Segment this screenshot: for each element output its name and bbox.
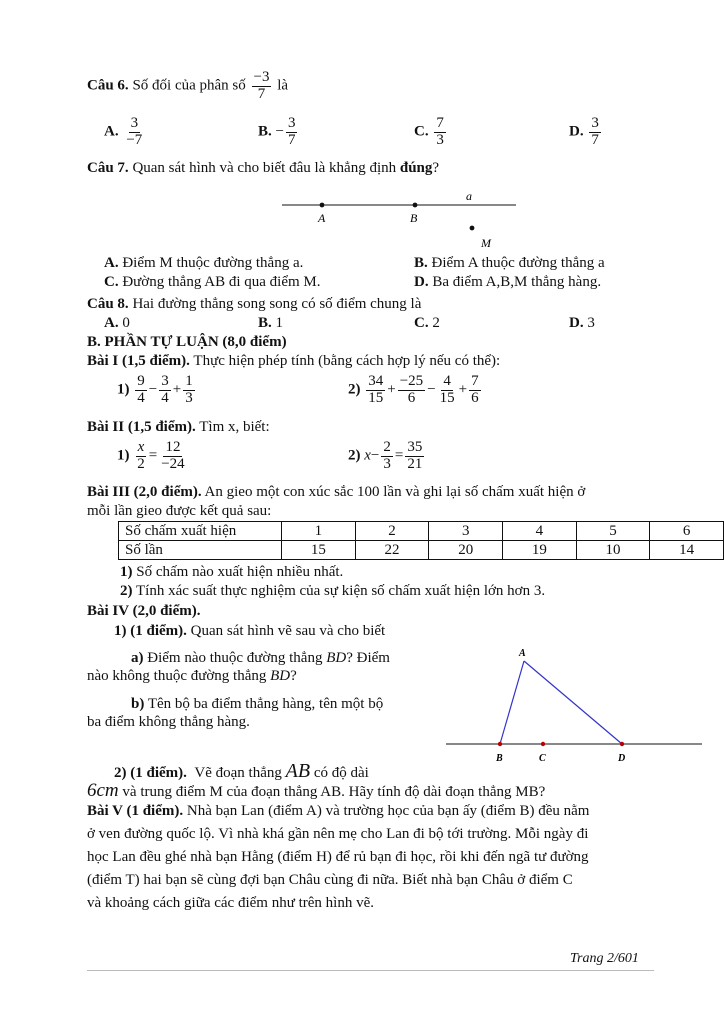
bai-4-part-1a: a) Điểm nào thuộc đường thẳng BD? Điểm <box>131 650 390 666</box>
q7-option-b: B. Điểm A thuộc đường thẳng a <box>414 255 605 271</box>
bai-1-expr-2: 2) $\frac{34}{15}$ + $\frac{-25}{6}$ − $\frac{4}{15}$ + $\frac{7}{6}$ <box>348 373 479 406</box>
bai-5-line-4: (điểm T) hai bạn sẽ cùng đợi bạn Châu cùng đi nữa. Biết nhà bạn Châu ở điểm C <box>87 872 573 888</box>
point-a-dot <box>320 203 325 208</box>
segment-ab <box>500 661 524 744</box>
q7-label: Câu 7. <box>87 160 129 176</box>
page-number: Trang 2/601 <box>570 951 639 966</box>
q8-option-c: C. 2 <box>414 315 440 331</box>
bai-1: Bài I (1,5 điểm). Thực hiện phép tính (bằng cách hợp lý nếu có thể): <box>87 353 501 369</box>
point-b-dot <box>498 742 502 746</box>
bai-3-question-2: 2) Tính xác suất thực nghiệm của sự kiện số chấm xuất hiện lớn hơn 3. <box>120 583 546 599</box>
segment-ad <box>524 661 622 744</box>
bai-4-part-1b-line-2: ba điểm không thẳng hàng. <box>87 714 250 730</box>
bai-4-part-2-line-2: 6cm và trung điểm M của đoạn thẳng AB. Hãy tính độ dài đoạn thẳng MB? <box>87 780 546 801</box>
table-row: Số lần 15 22 20 19 10 14 <box>119 541 724 560</box>
dice-table <box>118 521 724 560</box>
point-m-dot <box>470 226 475 231</box>
bai-5-line-5: và khoảng cách giữa các điểm như trên hình vẽ. <box>87 895 374 911</box>
footer-divider <box>87 970 654 971</box>
part-b-heading: B. PHẦN TỰ LUẬN (8,0 điểm) <box>87 334 287 350</box>
bai-5: Bài V (1 điểm). Nhà bạn Lan (điểm A) và trường học của bạn ấy (điểm B) đều nằm <box>87 803 590 819</box>
q6-option-b: B. − $\frac{3}{7}$ <box>258 115 296 148</box>
q6-label: Câu 6. <box>87 77 129 94</box>
q8-option-b: B. 1 <box>258 315 284 331</box>
bai-2: Bài II (1,5 điểm). Tìm x, biết: <box>87 419 270 435</box>
point-a-label: A <box>519 648 526 659</box>
bai-4: Bài IV (2,0 điểm). <box>87 603 201 619</box>
bai-4-part-1b: b) Tên bộ ba điểm thẳng hàng, tên một bộ <box>131 696 384 712</box>
bai-5-line-2: ở ven đường quốc lộ. Vì nhà khá gần nên mẹ cho Lan đi bộ tới trường. Mỗi ngày đi <box>87 826 589 842</box>
table-row: Số chấm xuất hiện 1 2 3 4 5 6 <box>119 522 724 541</box>
bai-3: Bài III (2,0 điểm). An gieo một con xúc sắc 100 lần và ghi lại số chấm xuất hiện ở <box>87 484 586 500</box>
point-b-label: B <box>496 753 503 764</box>
bai-2-expr-1: 1) $\frac{x}{2}$ = $\frac{12}{-24}$ <box>117 439 185 472</box>
bai-3-line-2: mỗi lần gieo được kết quả sau: <box>87 503 272 519</box>
bai-4-part-2: 2) (1 điểm). Vẽ đoạn thẳng AB có độ dài <box>114 760 369 782</box>
point-b-label: B <box>410 211 418 225</box>
q8-option-a: A. 0 <box>104 315 130 331</box>
q7-option-a: A. Điểm M thuộc đường thẳng a. <box>104 255 304 271</box>
question-7: Câu 7. Quan sát hình và cho biết đâu là khẳng định đúng? <box>87 160 440 176</box>
bai-4-part-1a-line-2: nào không thuộc đường thẳng BD? <box>87 668 297 684</box>
line-a-label: a <box>466 189 472 203</box>
q6-text: Số đối của phân số <box>132 77 246 94</box>
q6-fraction: $\frac{-3}{7}$ <box>253 69 270 102</box>
point-b-dot <box>413 203 418 208</box>
q7-option-d: D. Ba điểm A,B,M thẳng hàng. <box>414 274 602 290</box>
point-d-dot <box>620 742 624 746</box>
q8-option-d: D. 3 <box>569 315 595 331</box>
q7-figure <box>280 186 520 252</box>
question-6 <box>87 70 288 103</box>
bai-4-figure <box>444 640 706 766</box>
q7-option-c: C. Đường thẳng AB đi qua điểm M. <box>104 274 321 290</box>
point-d-label: D <box>618 753 626 764</box>
point-m-label: M <box>481 236 491 250</box>
bai-3-question-1: 1) Số chấm nào xuất hiện nhiều nhất. <box>120 564 344 580</box>
bai-4-part-1: 1) (1 điểm). Quan sát hình vẽ sau và cho biết <box>114 623 386 639</box>
q6-tail: là <box>277 77 289 94</box>
q6-option-c: C. $\frac{7}{3}$ <box>414 115 444 148</box>
bai-5-line-3: học Lan đều ghé nhà bạn Hằng (điểm H) để rủ bạn đi học, rồi khi đến ngã tư đường <box>87 849 589 865</box>
question-8: Câu 8. Hai đường thẳng song song có số điểm chung là <box>87 296 422 312</box>
point-c-dot <box>541 742 545 746</box>
q6-option-d: D. $\frac{3}{7}$ <box>569 115 599 148</box>
point-c-label: C <box>539 753 546 764</box>
bai-2-expr-2: 2) x− $\frac{2}{3}$ = $\frac{35}{21}$ <box>348 439 423 472</box>
bai-1-expr-1: 1) $\frac{9}{4}$ − $\frac{3}{4}$ + $\frac{1}{3}$ <box>117 373 193 406</box>
q6-option-a: A. $\frac{3}{-7}$ <box>104 115 143 148</box>
point-a-label: A <box>318 211 326 225</box>
